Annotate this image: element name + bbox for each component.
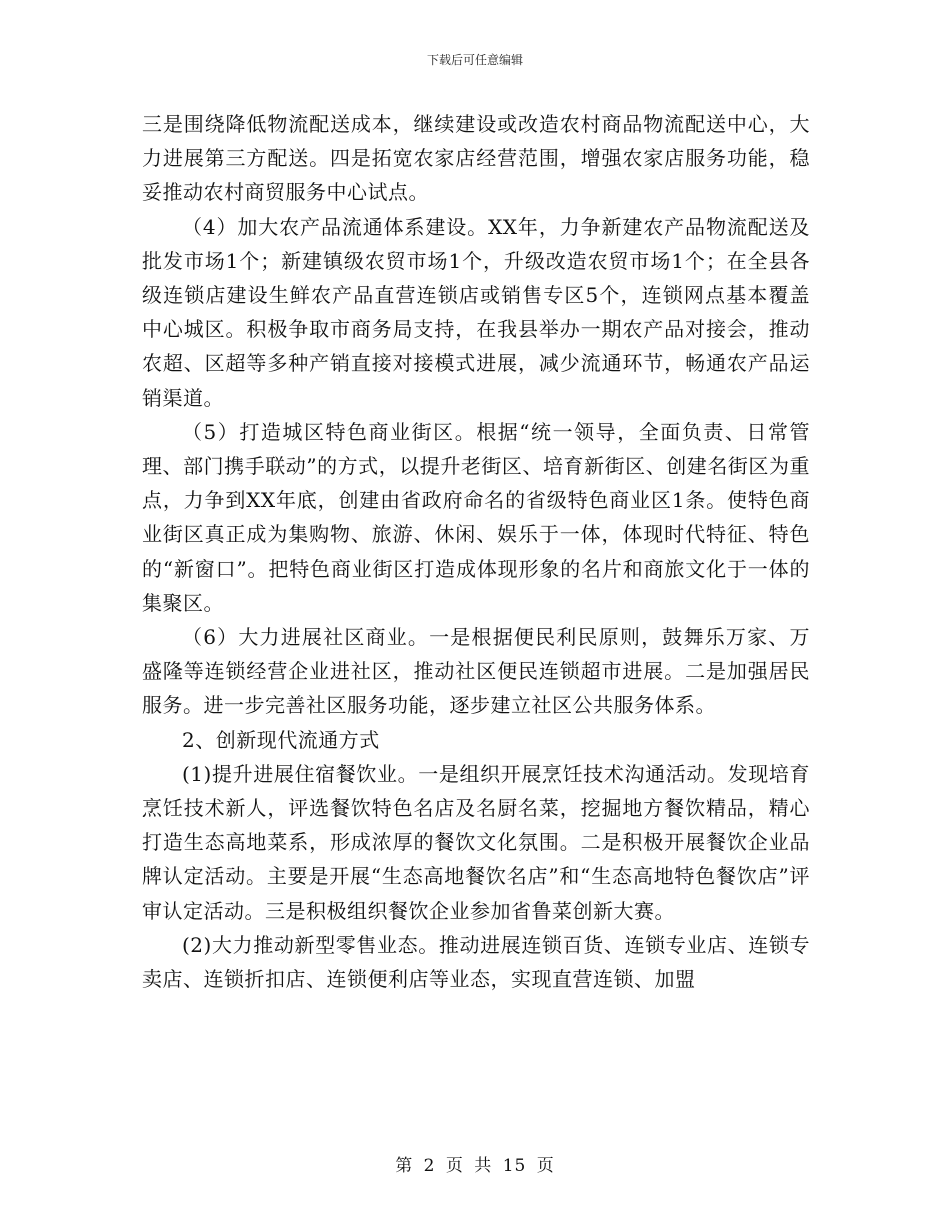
paragraph-5: (1)提升进展住宿餐饮业。一是组织开展烹饪技术沟通活动。发现培育烹饪技术新人，评选餐饮特色名店及名厨名菜，挖掘地方餐饮精品，精心打造生态高地菜系，形成浓厚的餐饮文化氛围。二是积极开展餐饮企业品牌认定活动。主要是开展“生态高地餐饮名店”和“生态高地特色餐饮店”评审认定活动。三是积极组织餐饮企业参加省鲁菜创新大赛。	[142, 761, 810, 923]
document-body	[142, 107, 810, 996]
paragraph-6: (2)大力推动新型零售业态。推动进展连锁百货、连锁专业店、连锁专卖店、连锁折扣店、连锁便利店等业态，实现直营连锁、加盟	[142, 932, 810, 992]
section-heading: 2、创新现代流通方式	[182, 727, 380, 752]
paragraph-1: 三是围绕降低物流配送成本，继续建设或改造农村商品物流配送中心，大力进展第三方配送。四是拓宽农家店经营范围，增强农家店服务功能，稳妥推动农村商贸服务中心试点。	[142, 112, 810, 205]
page-header: 下载后可任意编辑	[426, 53, 523, 67]
paragraph-3: （5）打造城区特色商业街区。根据“统一领导，全面负责、日常管理、部门携手联动”的方式，以提升老街区、培育新街区、创建名街区为重点，力争到XX年底，创建由省政府命名的省级特色商业区1条。使特色商业街区真正成为集购物、旅游、休闲、娱乐于一体，体现时代特征、特色的“新窗口”。把特色商业街区打造成体现形象的名片和商旅文化于一体的集聚区。	[142, 419, 810, 615]
page-footer: 第 2 页 共 15 页	[395, 1156, 555, 1176]
paragraph-4: （6）大力进展社区商业。一是根据便民利民原则，鼓舞乐万家、万盛隆等连锁经营企业进社区，推动社区便民连锁超市进展。二是加强居民服务。进一步完善社区服务功能，逐步建立社区公共服务体系。	[142, 625, 810, 718]
paragraph-2: （4）加大农产品流通体系建设。XX年，力争新建农产品物流配送及批发市场1个；新建镇级农贸市场1个，升级改造农贸市场1个；在全县各级连锁店建设生鲜农产品直营连锁店或销售专区5个，连锁网点基本覆盖中心城区。积极争取市商务局支持，在我县举办一期农产品对接会，推动农超、区超等多种产销直接对接模式进展，减少流通环节，畅通农产品运销渠道。	[142, 214, 810, 410]
